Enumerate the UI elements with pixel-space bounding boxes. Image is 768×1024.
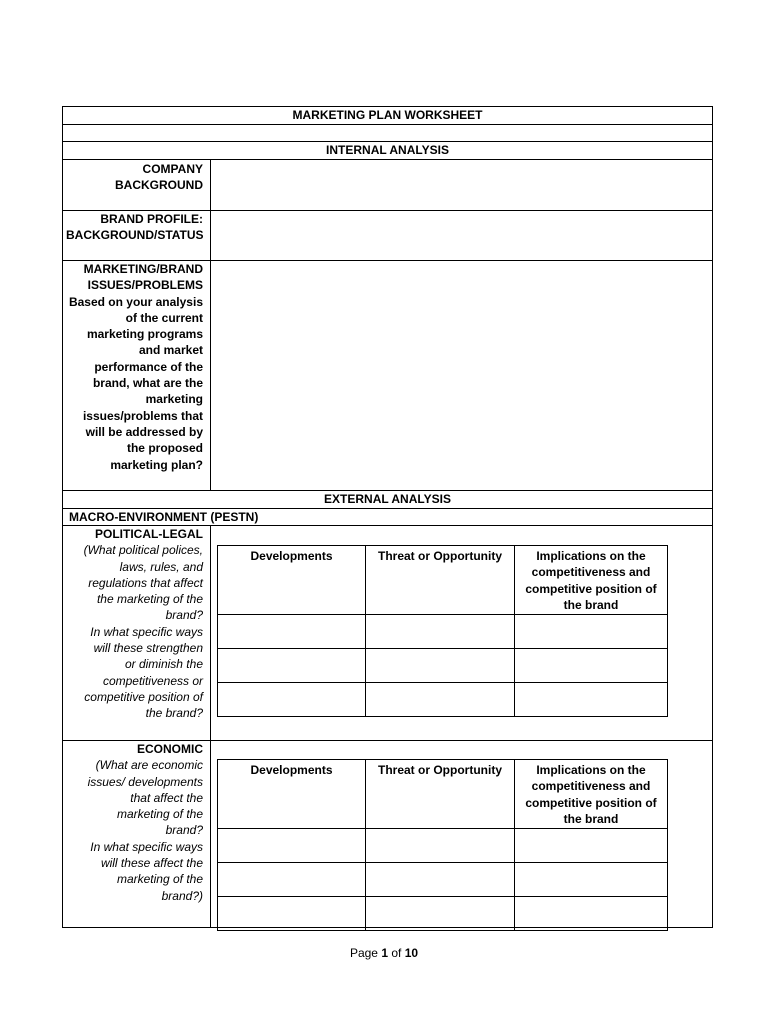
political-legal-grid [217, 545, 668, 717]
page-footer: Page 1 of 10 [349, 946, 419, 960]
developments-header: Developments [218, 760, 366, 829]
implications-header: Implications on the competitiveness and competitive position of the brand [515, 760, 668, 829]
grid-cell[interactable] [218, 897, 366, 931]
grid-cell[interactable] [218, 649, 366, 683]
grid-cell[interactable] [366, 649, 515, 683]
issues-label: MARKETING/BRAND ISSUES/PROBLEMS Based on your analysis of the current marketing programs and market performance of the brand, what are the marketing issues/problems that will be addressed by the proposed marketing plan? [68, 262, 203, 472]
grid-cell[interactable] [218, 683, 366, 717]
political-legal-label: POLITICAL-LEGAL (What political polices, laws, rules, and regulations that affect the marketing of the brand? In what specific ways will these strengthen or diminish the competitiveness or competitive position of the brand? [83, 527, 203, 721]
external-analysis-heading: EXTERNAL ANALYSIS [324, 492, 451, 506]
grid-cell[interactable] [218, 615, 366, 649]
grid-cell[interactable] [366, 615, 515, 649]
grid-cell[interactable] [366, 829, 515, 863]
implications-header: Implications on the competitiveness and competitive position of the brand [515, 546, 668, 615]
grid-cell[interactable] [515, 863, 668, 897]
total-pages: 10 [404, 946, 419, 960]
economic-label: ECONOMIC (What are economic issues/ developments that affect the marketing of the brand? In what specific ways will these affect the marketing of the brand?) [87, 742, 203, 903]
grid-cell[interactable] [366, 897, 515, 931]
grid-cell[interactable] [218, 829, 366, 863]
column-divider [210, 525, 211, 928]
company-background-label: COMPANY BACKGROUND [115, 162, 203, 193]
internal-analysis-heading: INTERNAL ANALYSIS [326, 143, 449, 157]
current-page: 1 [381, 946, 388, 960]
grid-cell[interactable] [515, 683, 668, 717]
macro-environment-heading: MACRO-ENVIRONMENT (PESTN) [69, 510, 259, 524]
worksheet-title: MARKETING PLAN WORKSHEET [292, 108, 483, 122]
grid-cell[interactable] [366, 863, 515, 897]
row-divider [62, 124, 713, 125]
threat-opportunity-header: Threat or Opportunity [366, 760, 515, 829]
grid-cell[interactable] [366, 683, 515, 717]
developments-header: Developments [218, 546, 366, 615]
brand-profile-label: BRAND PROFILE: BACKGROUND/STATUS [66, 212, 204, 243]
economic-grid [217, 759, 668, 931]
grid-cell[interactable] [515, 829, 668, 863]
grid-cell[interactable] [515, 649, 668, 683]
grid-cell[interactable] [218, 863, 366, 897]
row-divider [62, 159, 713, 160]
grid-cell[interactable] [515, 615, 668, 649]
grid-cell[interactable] [515, 897, 668, 931]
threat-opportunity-header: Threat or Opportunity [366, 546, 515, 615]
column-divider [210, 159, 211, 491]
